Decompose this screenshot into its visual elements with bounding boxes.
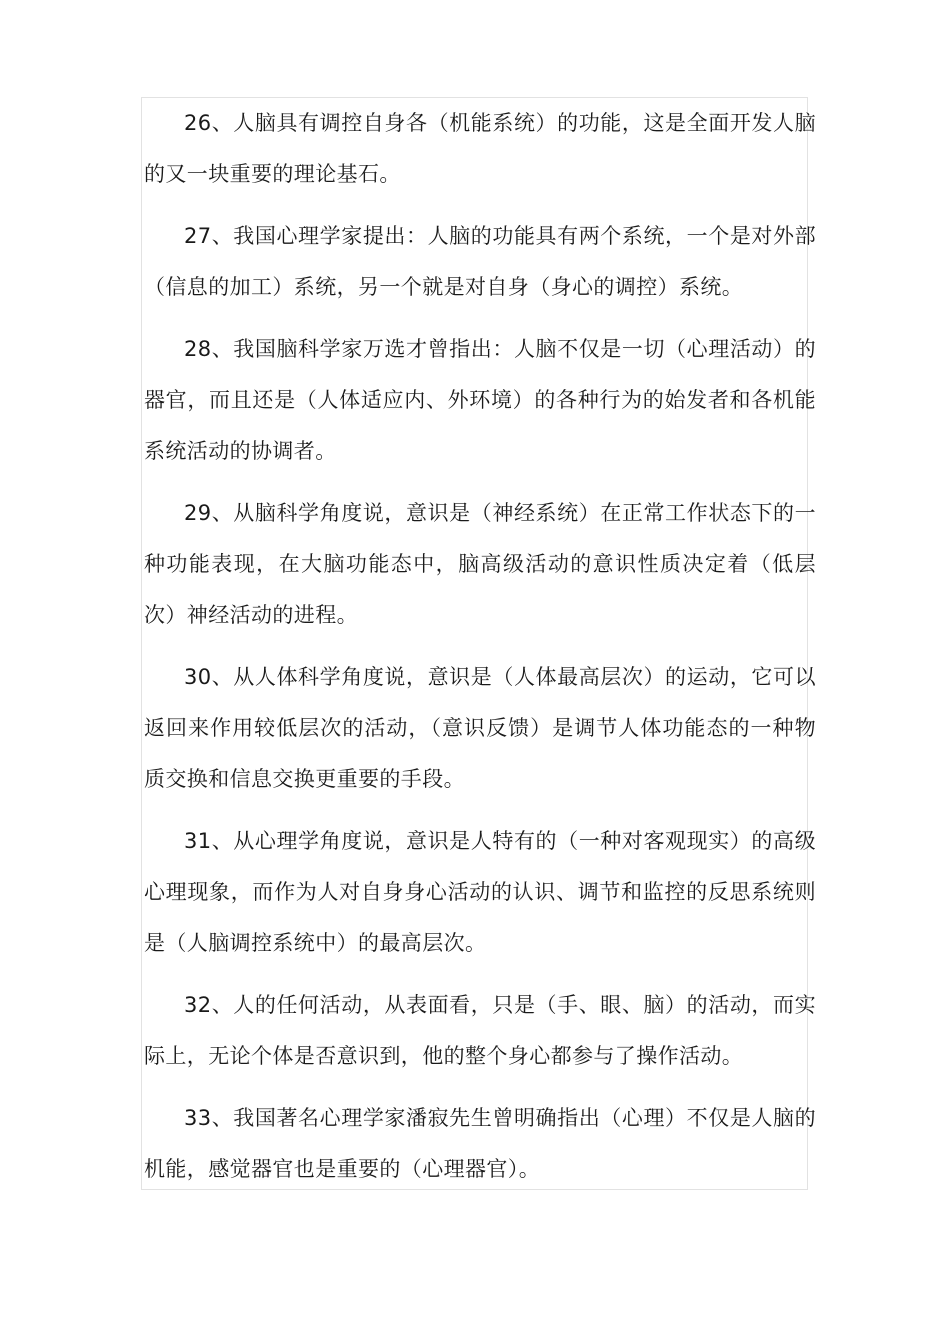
list-item: 26、人脑具有调控自身各（机能系统）的功能，这是全面开发人脑的又一块重要的理论基石。 [144,111,816,186]
list-item: 33、我国著名心理学家潘寂先生曾明确指出（心理）不仅是人脑的机能，感觉器官也是重要的（心理器官）。 [144,1106,816,1181]
list-item: 28、我国脑科学家万选才曾指出：人脑不仅是一切（心理活动）的器官，而且还是（人体适应内、外环境）的各种行为的始发者和各机能系统活动的协调者。 [144,337,816,463]
list-item: 31、从心理学角度说，意识是人特有的（一种对客观现实）的高级心理现象，而作为人对自身身心活动的认识、调节和监控的反思系统则是（人脑调控系统中）的最高层次。 [144,829,816,955]
document-body [144,98,816,1195]
list-item: 30、从人体科学角度说，意识是（人体最高层次）的运动，它可以返回来作用较低层次的活动，（意识反馈）是调节人体功能态的一种物质交换和信息交换更重要的手段。 [144,665,816,791]
list-item: 29、从脑科学角度说，意识是（神经系统）在正常工作状态下的一种功能表现，在大脑功能态中，脑高级活动的意识性质决定着（低层次）神经活动的进程。 [144,501,816,627]
list-item: 32、人的任何活动，从表面看，只是（手、眼、脑）的活动，而实际上，无论个体是否意识到，他的整个身心都参与了操作活动。 [144,993,816,1068]
list-item: 27、我国心理学家提出：人脑的功能具有两个系统，一个是对外部（信息的加工）系统，另一个就是对自身（身心的调控）系统。 [144,224,816,299]
